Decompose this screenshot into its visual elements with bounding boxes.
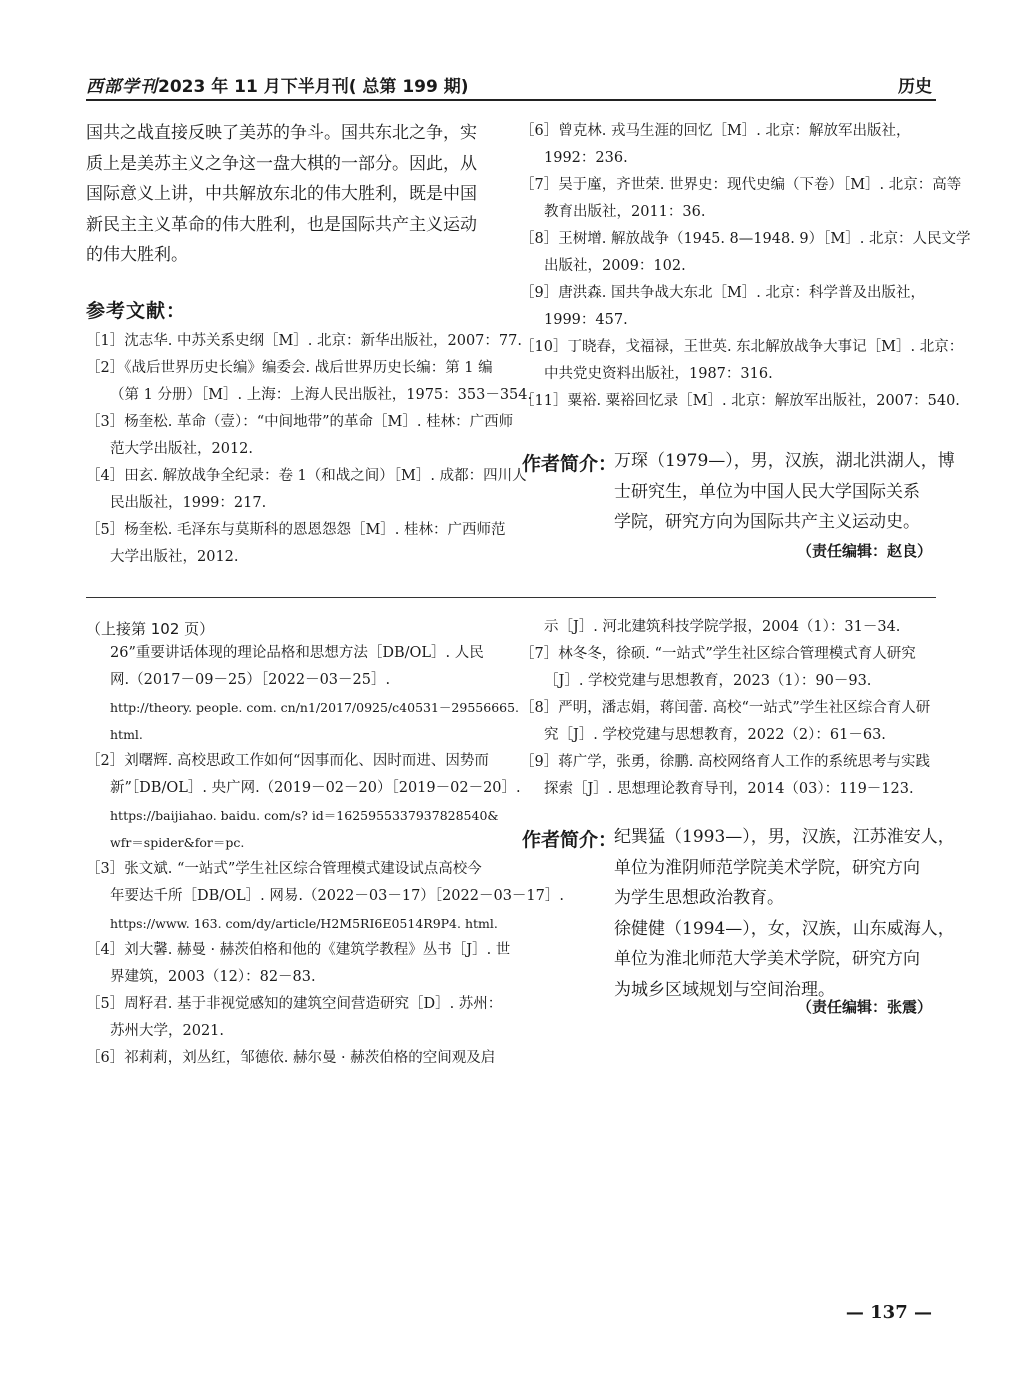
reference-line: 苏州大学，2021.	[110, 1023, 225, 1039]
reference-line: ［8］王树增. 解放战争（1945. 8—1948. 9）［M］. 北京：人民文学	[520, 231, 971, 247]
reference-url: wfr＝spider&for＝pc.	[110, 835, 245, 850]
paragraph-line: 国际意义上讲，中共解放东北的伟大胜利，既是中国	[86, 184, 477, 204]
author-bio	[614, 822, 955, 1005]
section-title: 历史	[898, 77, 932, 97]
continued-from-note: （上接第 102 页）	[86, 620, 215, 638]
reference-line: 出版社，2009：102.	[544, 258, 686, 274]
reference-line: ［6］祁莉莉，刘丛红，邹德依. 赫尔曼 · 赫茨伯格的空间观及启	[86, 1050, 496, 1066]
reference-line: ［2］《战后世界历史长编》编委会. 战后世界历史长编：第 1 编	[86, 360, 493, 376]
reference-line: 大学出版社，2012.	[110, 549, 239, 565]
reference-list-bottom-right	[520, 614, 940, 803]
reference-item	[520, 641, 940, 695]
reference-line: （第 1 分册）［M］. 上海：上海人民出版社，1975：353－354.	[110, 387, 533, 403]
reference-line: 1992：236.	[544, 150, 628, 166]
author-bio-line: 徐健健（1994—），女，汉族，山东威海人，	[614, 918, 955, 939]
reference-line: ［3］杨奎松. 革命（壹）：“中间地带”的革命［M］. 桂林：广西师	[86, 414, 514, 430]
reference-item	[520, 614, 940, 641]
author-bio-line: 学院，研究方向为国际共产主义运动史。	[614, 512, 920, 532]
reference-item	[86, 463, 527, 517]
reference-line: 范大学出版社，2012.	[110, 441, 254, 457]
reference-line: ［7］吴于廑，齐世荣. 世界史：现代史编（下卷）［M］. 北京：高等	[520, 177, 962, 193]
author-bio-line: 单位为淮阴师范学院美术学院，研究方向	[614, 857, 920, 878]
reference-item	[520, 388, 960, 415]
reference-line: ［4］田玄. 解放战争全纪录：卷 1（和战之间）［M］. 成都：四川人	[86, 468, 527, 484]
reference-line: 新”［DB/OL］. 央广网.（2019－02－20）［2019－02－20］.	[110, 780, 521, 796]
reference-line: ［5］杨奎松. 毛泽东与莫斯科的恩恩怨怨［M］. 桂林：广西师范	[86, 522, 506, 538]
reference-line: ［10］丁晓春，戈福禄，王世英. 东北解放战争大事记［M］. 北京：	[520, 339, 964, 355]
reference-line: ［7］林冬冬，徐硕. “一站式”学生社区综合管理模式育人研究	[520, 646, 916, 662]
reference-item	[520, 334, 964, 388]
reference-line: 探索［J］. 思想理论教育导刊，2014（03）：119－123.	[544, 781, 914, 797]
reference-item	[520, 695, 940, 749]
reference-item	[520, 226, 971, 280]
reference-list-top-left	[86, 328, 533, 571]
reference-line: 中共党史资料出版社，1987：316.	[544, 366, 773, 382]
paragraph-line: 质上是美苏主义之争这一盘大棋的一部分。因此，从	[86, 153, 477, 174]
author-bio-line: 纪巽猛（1993—），男，汉族，江苏淮安人，	[614, 827, 955, 847]
reference-item	[86, 328, 522, 355]
reference-item	[86, 355, 533, 409]
reference-url: https://baijiahao. baidu. com/s? id＝1625955337937828540&	[110, 808, 499, 823]
author-bio-line: 单位为淮北师范大学美术学院，研究方向	[614, 949, 920, 969]
author-bio-line: 为学生思想政治教育。	[614, 888, 784, 908]
issue-info: 2023 年 11 月下半月刊( 总第 199 期)	[158, 77, 469, 97]
author-bio-line: 为城乡区域规划与空间治理。	[614, 979, 835, 1000]
reference-line: ［9］蒋广学，张勇，徐鹏. 高校网络育人工作的系统思考与实践	[520, 754, 930, 770]
references-heading: 参考文献：	[86, 300, 187, 322]
reference-line: ［11］粟裕. 粟裕回忆录［M］. 北京：解放军出版社，2007：540.	[520, 393, 960, 409]
reference-item	[86, 640, 520, 748]
author-bio-label: 作者简介：	[522, 829, 618, 851]
reference-line: ［3］张文斌. “一站式”学生社区综合管理模式建设试点高校今	[86, 861, 482, 877]
reference-line: 究［J］. 学校党建与思想教育，2022（2）：61－63.	[544, 727, 886, 743]
responsible-editor: （责任编辑：张震）	[796, 998, 932, 1016]
author-bio	[614, 446, 955, 538]
reference-item	[86, 937, 511, 991]
reference-item	[86, 1045, 506, 1072]
section-divider	[86, 597, 936, 598]
reference-line: 示［J］. 河北建筑科技学院学报，2004（1）：31－34.	[544, 619, 901, 635]
reference-item	[520, 280, 940, 334]
author-bio-line: 万琛（1979—），男，汉族，湖北洪湖人，博	[614, 451, 955, 471]
reference-list-top-right	[520, 118, 971, 415]
reference-url: http://theory. people. com. cn/n1/2017/0925/c40531－29556665.	[110, 700, 520, 715]
reference-url: html.	[110, 727, 143, 742]
reference-line: ［6］曾克林. 戎马生涯的回忆［M］. 北京：解放军出版社，	[520, 123, 911, 139]
reference-line: 年要达千所［DB/OL］. 网易.（2022－03－17）［2022－03－17］.	[110, 888, 564, 904]
journal-logo: 西部学刊	[86, 77, 158, 97]
reference-line: 界建筑，2003（12）：82－83.	[110, 969, 316, 985]
responsible-editor: （责任编辑：赵良）	[796, 542, 932, 560]
page-number: — 137 —	[845, 1302, 932, 1323]
reference-line: ［1］沈志华. 中苏关系史纲［M］. 北京：新华出版社，2007：77.	[86, 333, 522, 349]
reference-line: 1999：457.	[544, 312, 628, 328]
paragraph-line: 的伟大胜利。	[86, 245, 188, 265]
reference-line: ［4］刘大馨. 赫曼 · 赫茨伯格和他的《建筑学教程》丛书［J］. 世	[86, 942, 511, 958]
author-bio-label: 作者简介：	[522, 453, 618, 475]
reference-line: ［J］. 学校党建与思想教育，2023（1）：90－93.	[544, 673, 872, 689]
reference-line: ［5］周籽君. 基于非视觉感知的建筑空间营造研究［D］. 苏州：	[86, 996, 503, 1012]
journal-header	[86, 72, 469, 97]
paragraph-line: 国共之战直接反映了美苏的争斗。国共东北之争，实	[86, 123, 477, 143]
reference-item	[520, 118, 940, 172]
reference-item	[520, 749, 940, 803]
reference-item	[86, 517, 506, 571]
reference-item	[520, 172, 962, 226]
reference-line: 网.（2017－09－25）［2022－03－25］.	[110, 672, 391, 688]
header-rule	[86, 99, 936, 101]
reference-item	[86, 856, 564, 937]
reference-line: ［2］刘曙辉. 高校思政工作如何“因事而化、因时而进、因势而	[86, 753, 489, 769]
reference-line: 26”重要讲话体现的理论品格和思想方法［DB/OL］. 人民	[110, 645, 484, 661]
reference-line: ［9］唐洪森. 国共争战大东北［M］. 北京：科学普及出版社，	[520, 285, 926, 301]
paragraph-line: 新民主主义革命的伟大胜利，也是国际共产主义运动	[86, 214, 477, 235]
reference-item	[86, 991, 506, 1045]
reference-url: https://www. 163. com/dy/article/H2M5RI6E0514R9P4. html.	[110, 916, 498, 931]
author-bio-line: 士研究生，单位为中国人民大学国际关系	[614, 481, 920, 502]
reference-list-bottom-left	[86, 640, 564, 1072]
reference-line: 教育出版社，2011：36.	[544, 204, 706, 220]
reference-line: 民出版社，1999：217.	[110, 495, 267, 511]
reference-item	[86, 409, 514, 463]
body-paragraph	[86, 118, 502, 271]
reference-line: ［8］严明，潘志娟，蒋闰蕾. 高校“一站式”学生社区综合育人研	[520, 700, 931, 716]
reference-item	[86, 748, 521, 856]
